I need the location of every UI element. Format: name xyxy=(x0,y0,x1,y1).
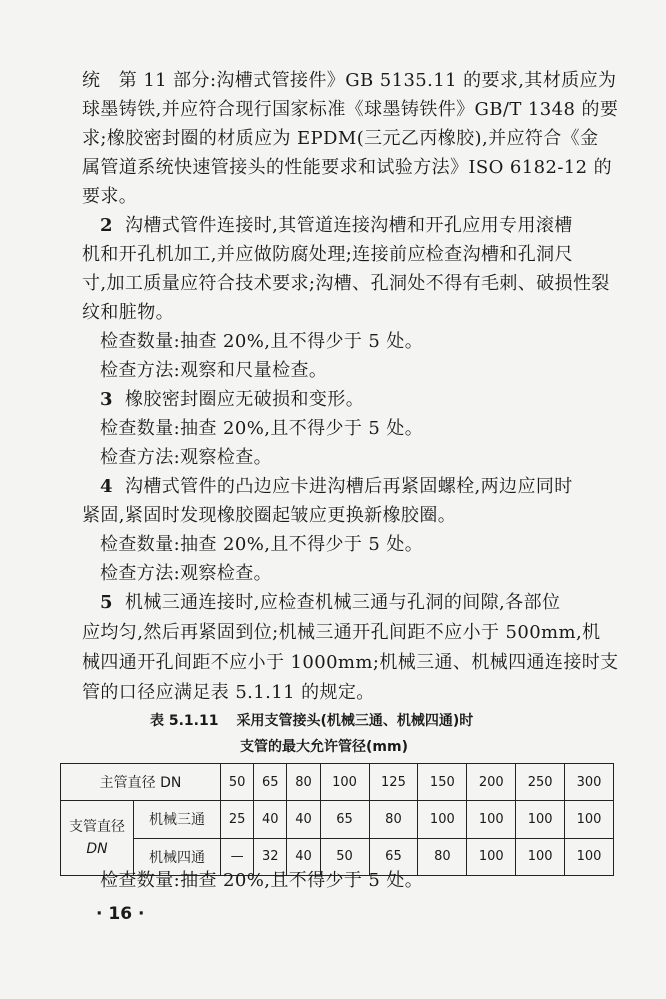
text-line: 纹和脏物。 xyxy=(82,302,174,323)
table-cell: 65 xyxy=(369,838,418,876)
table-cell: 32 xyxy=(254,838,287,876)
item-number: 5 xyxy=(100,592,113,613)
table-caption-line2: 支管的最大允许管径(mm) xyxy=(240,739,408,755)
item-2-line xyxy=(100,211,620,241)
text-line: 紧固,紧固时发现橡胶圈起皱应更换新橡胶圈。 xyxy=(82,505,457,526)
table-cell: 80 xyxy=(369,801,418,839)
table-cell: 65 xyxy=(254,764,287,801)
page-number: · 16 · xyxy=(96,904,145,924)
table-cell: 50 xyxy=(320,838,369,876)
item-5-line xyxy=(100,588,620,618)
item-4-line xyxy=(100,472,620,502)
text-line: 寸,加工质量应符合技术要求;沟槽、孔洞处不得有毛刺、破损性裂 xyxy=(82,273,610,294)
table-cell: 150 xyxy=(418,764,467,801)
item-3-line xyxy=(100,385,620,415)
item-text: 橡胶密封圈应无破损和变形。 xyxy=(124,389,365,410)
row-label: 机械三通 xyxy=(134,801,221,839)
table-cell: 100 xyxy=(516,801,565,839)
table-cell: 100 xyxy=(565,801,614,839)
table-cell: 25 xyxy=(221,801,254,839)
text-line: 球墨铸铁,并应符合现行国家标准《球墨铸铁件》GB/T 1348 的要 xyxy=(82,99,619,120)
text-line: 机和开孔机加工,并应做防腐处理;连接前应检查沟槽和孔洞尺 xyxy=(82,244,573,265)
table-cell: 125 xyxy=(369,764,418,801)
table-cell: 50 xyxy=(221,764,254,801)
table-cell: 40 xyxy=(254,801,287,839)
check-quantity: 检查数量:抽查 20%,且不得少于 5 处。 xyxy=(100,331,424,352)
row-label: 机械四通 xyxy=(134,838,221,876)
check-method: 检查方法:观察和尺量检查。 xyxy=(100,360,328,381)
text-line: 求;橡胶密封圈的材质应为 EPDM(三元乙丙橡胶),并应符合《金 xyxy=(82,128,599,149)
item-text: 机械三通连接时,应检查机械三通与孔洞的间隙,各部位 xyxy=(124,592,561,613)
table-cell: 100 xyxy=(516,838,565,876)
table-cell: 80 xyxy=(287,764,320,801)
text-line: 要求。 xyxy=(82,186,138,207)
main-pipe-header: 主管直径 DN xyxy=(61,764,221,801)
pipe-diameter-table xyxy=(60,763,614,876)
table-cell: 200 xyxy=(467,764,516,801)
text-line: 统 第 11 部分:沟槽式管接件》GB 5135.11 的要求,其材质应为 xyxy=(82,70,617,91)
table-cell: 40 xyxy=(287,801,320,839)
branch-pipe-header xyxy=(61,801,134,876)
text-line: 管的口径应满足表 5.1.11 的规定。 xyxy=(82,682,375,703)
text-line: 属管道系统快速管接头的性能要求和试验方法》ISO 6182-12 的 xyxy=(82,157,613,178)
table-cell: 100 xyxy=(418,801,467,839)
branch-header-text: 支管直径 xyxy=(69,819,125,835)
table-cell: 100 xyxy=(565,838,614,876)
table-cell: 100 xyxy=(320,764,369,801)
item-text: 沟槽式管件的凸边应卡进沟槽后再紧固螺栓,两边应同时 xyxy=(124,476,573,497)
table-cell: 80 xyxy=(418,838,467,876)
check-method: 检查方法:观察检查。 xyxy=(100,563,273,584)
table-cell: 100 xyxy=(467,838,516,876)
branch-header-dn: DN xyxy=(86,841,108,857)
table-row xyxy=(61,764,614,801)
item-text: 沟槽式管件连接时,其管道连接沟槽和开孔应用专用滚槽 xyxy=(124,215,573,236)
table-cell: 65 xyxy=(320,801,369,839)
table-cell: 250 xyxy=(516,764,565,801)
table-title: 采用支管接头(机械三通、机械四通)时 xyxy=(236,713,474,729)
check-quantity: 检查数量:抽查 20%,且不得少于 5 处。 xyxy=(100,534,424,555)
item-number: 2 xyxy=(100,215,113,236)
table-number: 表 5.1.11 xyxy=(150,713,219,729)
check-method: 检查方法:观察检查。 xyxy=(100,447,273,468)
table-cell: — xyxy=(221,838,254,876)
text-line: 械四通开孔间距不应小于 1000mm;机械三通、机械四通连接时支 xyxy=(82,652,619,673)
item-number: 3 xyxy=(100,389,113,410)
check-quantity: 检查数量:抽查 20%,且不得少于 5 处。 xyxy=(100,870,424,891)
table-caption-line1 xyxy=(150,710,473,730)
text-line: 应均匀,然后再紧固到位;机械三通开孔间距不应小于 500mm,机 xyxy=(82,622,601,643)
item-number: 4 xyxy=(100,476,113,497)
table-cell: 40 xyxy=(287,838,320,876)
table-row xyxy=(61,801,614,839)
check-quantity: 检查数量:抽查 20%,且不得少于 5 处。 xyxy=(100,418,424,439)
table-cell: 100 xyxy=(467,801,516,839)
table-cell: 300 xyxy=(565,764,614,801)
